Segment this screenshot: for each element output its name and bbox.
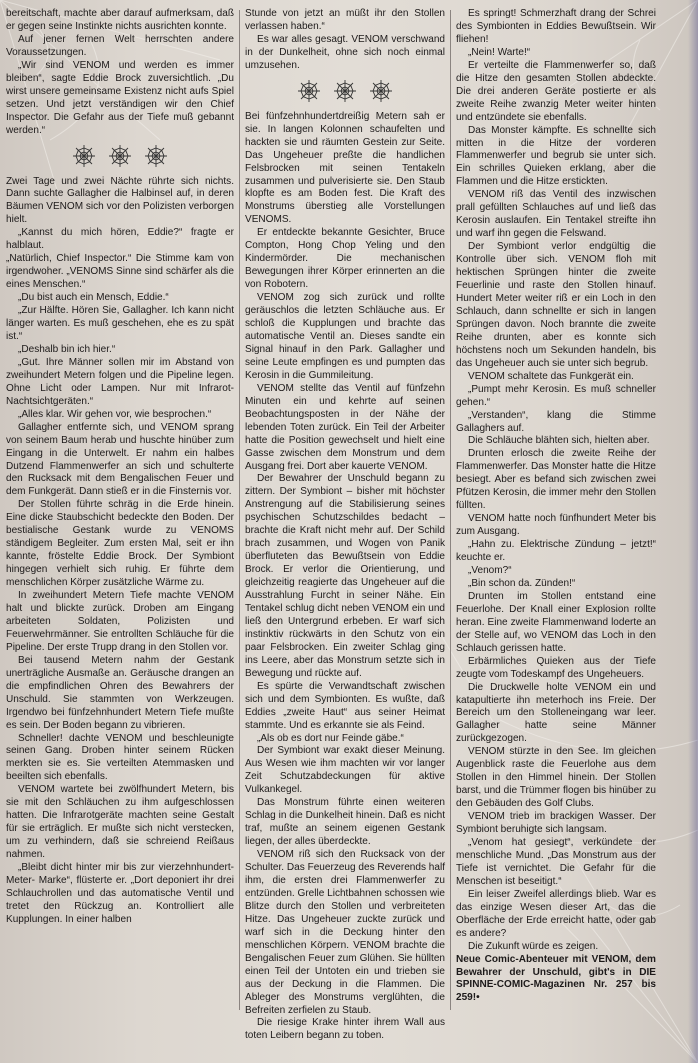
paragraph: Schneller! dachte VENOM und beschleunigte seinen Gang. Droben hinter seinem Rücken merkten sie es. Sie verteilten Atemmasken und beeilten sich ebenfalls.: [6, 732, 234, 783]
paragraph: Stunde von jetzt an müßt ihr den Stollen verlassen haben.“: [245, 8, 445, 32]
paragraph: VENOM riß sich den Rucksack von der Schulter. Das Feuerzeug des Reverends half ihm, die ersten drei Flammenwerfer zu entzünden. Grelle Lichtbahnen schossen wie Blitze durch den Stollen und verbreiteten Hitze. Das Ungeheuer zuckte zurück und warf sich in die Deckung hinter den menschlichen Körpern. VENOM brachte die Bengalischen Feuer zum Glühen. Sie hüllten einen Teil der Untoten ein und trieben sie aus der Deckung in die Flammen. Die Ableger des Monstrums verglühten, die Befreiten zerfielen zu Staub.: [245, 849, 445, 1016]
paragraph: „Nein! Warte!“: [468, 46, 531, 58]
paragraph: Der Symbiont war exakt dieser Meinung. Aus Wesen wie ihm machten wir vor langer Zeit Schutzabdeckungen für aktive Vulkankegel.: [245, 745, 445, 796]
paragraph: „Alles klar. Wir gehen vor, wie besprochen.“: [18, 408, 212, 420]
spider-web-icon: [72, 144, 96, 168]
paragraph: Es spürte die Verwandtschaft zwischen sich und dem Symbionten. Es wußte, daß Eddies „zweite Haut“ aus seiner Heimat stammte. Und es erkannte sie als Feind.: [245, 680, 445, 731]
closing-note: Neue Comic-Abenteuer mit VENOM, dem Bewahrer der Unschuld, gibt's in DIE SPINNE-COMIC-Magazinen Nr. 257 bis 259!•: [456, 953, 656, 1004]
paragraph: „Bin schon da. Zünden!“: [468, 577, 576, 589]
paragraph: „Bleibt dicht hinter mir bis zur vierzehnhundert-Meter- Marke“, flüsterte er. „Dort deponiert ihr drei Schlauchrollen und das automatische Ventil und tretet den Rückzug an. Kontrolliert alle Kupplungen. In einer halben: [6, 862, 234, 925]
column-divider: [239, 10, 240, 1010]
paragraph: Drunten im Stollen entstand eine Feuerlohe. Der Knall einer Explosion rollte heran. Eine zweite Flammenwand loderte an der Stelle auf, wo VENOM das Loch in den Schlauch gerissen hatte.: [456, 590, 656, 654]
paragraph: „Kannst du mich hören, Eddie?“ fragte er halblaut.: [6, 227, 234, 252]
paragraph: Er verteilte die Flammenwerfer so, daß die Hitze den gesamten Stollen abdeckte. Die drei anderen Geräte postierte er als zweite Reihe zwanzig Meter weiter hinten und entzündete sie ebenfalls.: [456, 59, 656, 123]
paragraph: „Als ob es dort nur Feinde gäbe.“: [257, 732, 404, 744]
paragraph: VENOM stellte das Ventil auf fünfzehn Minuten ein und kehrte auf seinen Beobachtungsposten in der Nähe der lebenden Toten zurück. Ein Teil der Arbeiter hatte die Position gewechselt und hielt eine Gasse zwischen dem Monstrum und dem Ausgang frei. Dort aber kauerte VENOM.: [245, 382, 445, 472]
page-edge-shadow: [688, 0, 698, 1063]
spider-web-icon: [369, 79, 393, 103]
paragraph: bereitschaft, machte aber darauf aufmerksam, daß er gegen seine Instinkte nichts ausrichten konnte.: [6, 8, 234, 32]
paragraph: „Zur Hälfte. Hören Sie, Gallagher. Ich kann nicht länger warten. Es muß geschehen, ehe es zu spät ist.“: [6, 305, 234, 342]
paragraph: VENOM trieb im brackigen Wasser. Der Symbiont beruhigte sich langsam.: [456, 811, 656, 836]
paragraph: Der Bewahrer der Unschuld begann zu zittern. Der Symbiont – bisher mit höchster Anstrengung auf die Stabilisierung seines psychischen Schutzschildes bedacht – brachte die Kraft nicht mehr auf. Der Schild brach zusammen, und Wogen von Panik überfluteten das Bewußtsein von Eddie Brock. Er verlor die Orientierung, und gleichzeitig reagierte das Ungeheuer auf die Ausstrahlung Furcht in seiner Nähe. Ein Tentakel schlug dicht neben VENOM ein und ließ den Untergrund erbeben. Er warf sich instinktiv rückwärts in den Schutz von ein paar Felsbrocken. Ein zweiter Schlag ging ins Leere, aber das Monstrum setzte sich in Bewegung und rückte auf.: [245, 473, 445, 679]
paragraph: „Wir sind VENOM und werden es immer bleiben“, sagte Eddie Brock zuversichtlich. „Du wirst unsere gemeinsame Existenz nicht aufs Spiel setzen. Und jetzt verständigen wir den Chief Inspector. Die Gefahr aus der Tiefe muß gebannt werden.“: [6, 59, 234, 136]
paragraph: „Du bist auch ein Mensch, Eddie.“: [18, 292, 169, 304]
paragraph: VENOM hatte noch fünfhundert Meter bis zum Ausgang.: [456, 513, 656, 538]
paragraph: VENOM riß das Ventil des inzwischen prall gefüllten Schlauches auf und ließ das Kerosin auslaufen. Ein Tentakel streifte ihn und warf ihn gegen die Felswand.: [456, 189, 656, 240]
paragraph: „Verstanden“, klang die Stimme Gallaghers auf.: [456, 409, 656, 434]
scene-break-ornaments: [6, 144, 234, 168]
paragraph: Die Zukunft würde es zeigen.: [468, 940, 599, 952]
paragraph: Ein leiser Zweifel allerdings blieb. War es das einzige Wesen dieser Art, das die Oberfläche der Erde erreicht hatte, oder gab es andere?: [456, 888, 656, 939]
column-2-post-paragraphs: [245, 111, 445, 1044]
paragraph: „Venom hat gesiegt“, verkündete der menschliche Mund. „Das Monstrum aus der Tiefe ist vernichtet. Die Gefahr für die Menschen ist beseitigt.“: [456, 837, 656, 887]
spider-web-icon: [144, 144, 168, 168]
paragraph: „Pumpt mehr Kerosin. Es muß schneller gehen.“: [456, 383, 656, 408]
paragraph: VENOM zog sich zurück und rollte geräuschlos die letzten Schläuche aus. Er schloß die Kupplungen und brachte das automatische Ventil an. Dieses sandte ein Signal hinauf in den Park. Gallagher und seine Leute empfingen es und pumpten das Kerosin in die Gummileitung.: [245, 292, 445, 381]
paragraph: Erbärmliches Quieken aus der Tiefe zeugte vom Todeskampf des Ungeheuers.: [456, 655, 656, 680]
column-3: [456, 8, 656, 1008]
paragraph: Die Schläuche blähten sich, hielten aber.: [468, 435, 650, 447]
column-1-post-paragraphs: [6, 176, 234, 927]
paragraph: Die riesige Krake hinter ihrem Wall aus toten Leibern begann zu toben.: [245, 1017, 445, 1042]
paragraph: Der Symbiont verlor endgültig die Kontrolle über sich. VENOM floh mit hektischen Sprüngen hinter die zweite Feuerlinie und raste den Stollen hinauf. Hundert Meter weiter riß er ein Loch in den Schlauch, dann schnellte er sich in langen Sprüngen davon. Noch brannte die zweite Reihe drunten, aber es konnte sich höchstens noch um Sekunden handeln, bis das Ungeheuer auch sie unter sich begrub.: [456, 241, 656, 369]
paragraph: Der Stollen führte schräg in die Erde hinein. Eine dicke Staubschicht bedeckte den Boden. Der bestialische Gestank wurde zu VENOMS ständigem Begleiter. Zum ersten Mal, seit er ihn kannte, fröstelte Eddie Brock. Der Symbiont hingegen verhielt sich ruhig. Er führte dem menschlichen Körper zusätzliche Wärme zu.: [6, 499, 234, 589]
spider-web-icon: [297, 79, 321, 103]
paragraph: VENOM stürzte in den See. Im gleichen Augenblick raste die Feuerlohe aus dem Stollen in den Himmel hinein. Der Stollen barst, und die Trümmer flogen bis hinüber zu den Gebäuden des Golf Clubs.: [456, 746, 656, 810]
paragraph: VENOM wartete bei zwölfhundert Metern, bis sie mit den Schläuchen zu ihm aufgeschlossen hatten. Die Infrarotgeräte machten seine Gestalt für sie erträglich. Er mußte sich nicht verstecken, um zu verhindern, daß sie schreiend Reißaus nahmen.: [6, 784, 234, 861]
paragraph: Gallagher entfernte sich, und VENOM sprang von seinem Baum herab und huschte hinüber zum Eingang in die Unterwelt. Er nahm ein halbes Dutzend Flammenwerfer an sich und schulterte den Rucksack mit dem Bengalischen Feuer und dem Funkgerät. Dann stieß er in die Finsternis vor.: [6, 421, 234, 498]
paragraph: „Deshalb bin ich hier.“: [18, 343, 116, 355]
paragraph: In zweihundert Metern Tiefe machte VENOM halt und blickte zurück. Droben am Eingang arbeiteten Soldaten, Polizisten und Feuerwehrmänner. Sie entrollten Schläuche für die Pipeline. Der erste Trupp drang in den Stollen vor.: [6, 590, 234, 653]
paragraph: „Venom?“: [468, 564, 512, 576]
paragraph: Es springt! Schmerzhaft drang der Schrei des Symbionten in Eddies Bewußtsein. Wir fliehen!: [456, 8, 656, 45]
spider-web-icon: [333, 79, 357, 103]
paragraph: Das Monstrum führte einen weiteren Schlag in die Dunkelheit hinein. Daß es nicht traf, mußte an seinem eigenen Gestank liegen, der alles überdeckte.: [245, 797, 445, 848]
paragraph: Zwei Tage und zwei Nächte rührte sich nichts. Dann suchte Gallagher die Halbinsel auf, in deren Bäumen VENOM sich vor den Polizisten verborgen hielt.: [6, 175, 234, 226]
paragraph: Es war alles gesagt. VENOM verschwand in der Dunkelheit, ohne sich noch einmal umzusehen.: [245, 33, 445, 71]
paragraph: Er entdeckte bekannte Gesichter, Bruce Compton, Hong Chop Yeling und den Kindermörder. Die mechanischen Bewegungen ihrer Körper erinnerten an die von Robotern.: [245, 227, 445, 291]
column-2-pre-paragraphs: [245, 8, 445, 73]
paragraph: Drunten erlosch die zweite Reihe der Flammenwerfer. Das Monster hatte die Hitze besiegt. Aber es befand sich zwischen zwei Pfützen Kerosin, die immer mehr den Stollen füllten.: [456, 448, 656, 512]
column-2: [245, 8, 445, 1042]
column-1: [6, 8, 234, 1008]
paragraph: Auf jener fernen Welt herrschten andere Voraussetzungen.: [6, 33, 234, 58]
paragraph: „Hahn zu. Elektrische Zündung – jetzt!“ keuchte er.: [456, 539, 656, 564]
paragraph: Die Druckwelle holte VENOM ein und katapultierte ihn meterhoch ins Freie. Der Bereich um den Stolleneingang war leer. Gallagher hatte seine Männer zurückgezogen.: [456, 681, 656, 745]
scene-break-ornaments: [245, 79, 445, 103]
paragraph: Bei tausend Metern nahm der Gestank unerträgliche Ausmaße an. Geräusche drangen an die empfindlichen Ohren des Bewahrers der Unschuld. Sie stammten von Werkzeugen. Irgendwo bei fünfzehnhundert Metern Tiefe mußte es sein. Der Boden begann zu vibrieren.: [6, 654, 234, 731]
paragraph: Das Monster kämpfte. Es schnellte sich mitten in die Hitze der vorderen Flammenwerfer und begrub sie unter sich. Ein schrilles Quieken erklang, aber die Flammen und die Hitze erstickten.: [456, 124, 656, 188]
spider-web-icon: [108, 144, 132, 168]
column-1-pre-paragraphs: [6, 8, 234, 138]
paragraph: „Gut. Ihre Männer sollen mir im Abstand von zweihundert Metern folgen und die Pipeline legen. Ohne Licht oder Lampen. Nur mit Infrarot-Nachtsichtgeräten.“: [6, 356, 234, 407]
paragraph: VENOM schaltete das Funkgerät ein.: [468, 370, 634, 382]
paragraph: „Natürlich, Chief Inspector.“ Die Stimme kam von irgendwoher. „VENOMS Sinne sind schärfer als die eines Menschen.“: [6, 253, 234, 291]
paragraph: Bei fünfzehnhundertdreißig Metern sah er sie. In langen Kolonnen schaufelten und hackten sie und räumten Gestein zur Seite. Das Ungeheuer preßte die handlichen Felsbrocken mit seinen Tentakeln zusammen und pulverisierte sie. Den Staub klopfte es am Boden fest. Die Kraft des Monstrums überstieg alle Vorstellungen VENOMS.: [245, 110, 445, 226]
column-divider: [450, 10, 451, 1010]
